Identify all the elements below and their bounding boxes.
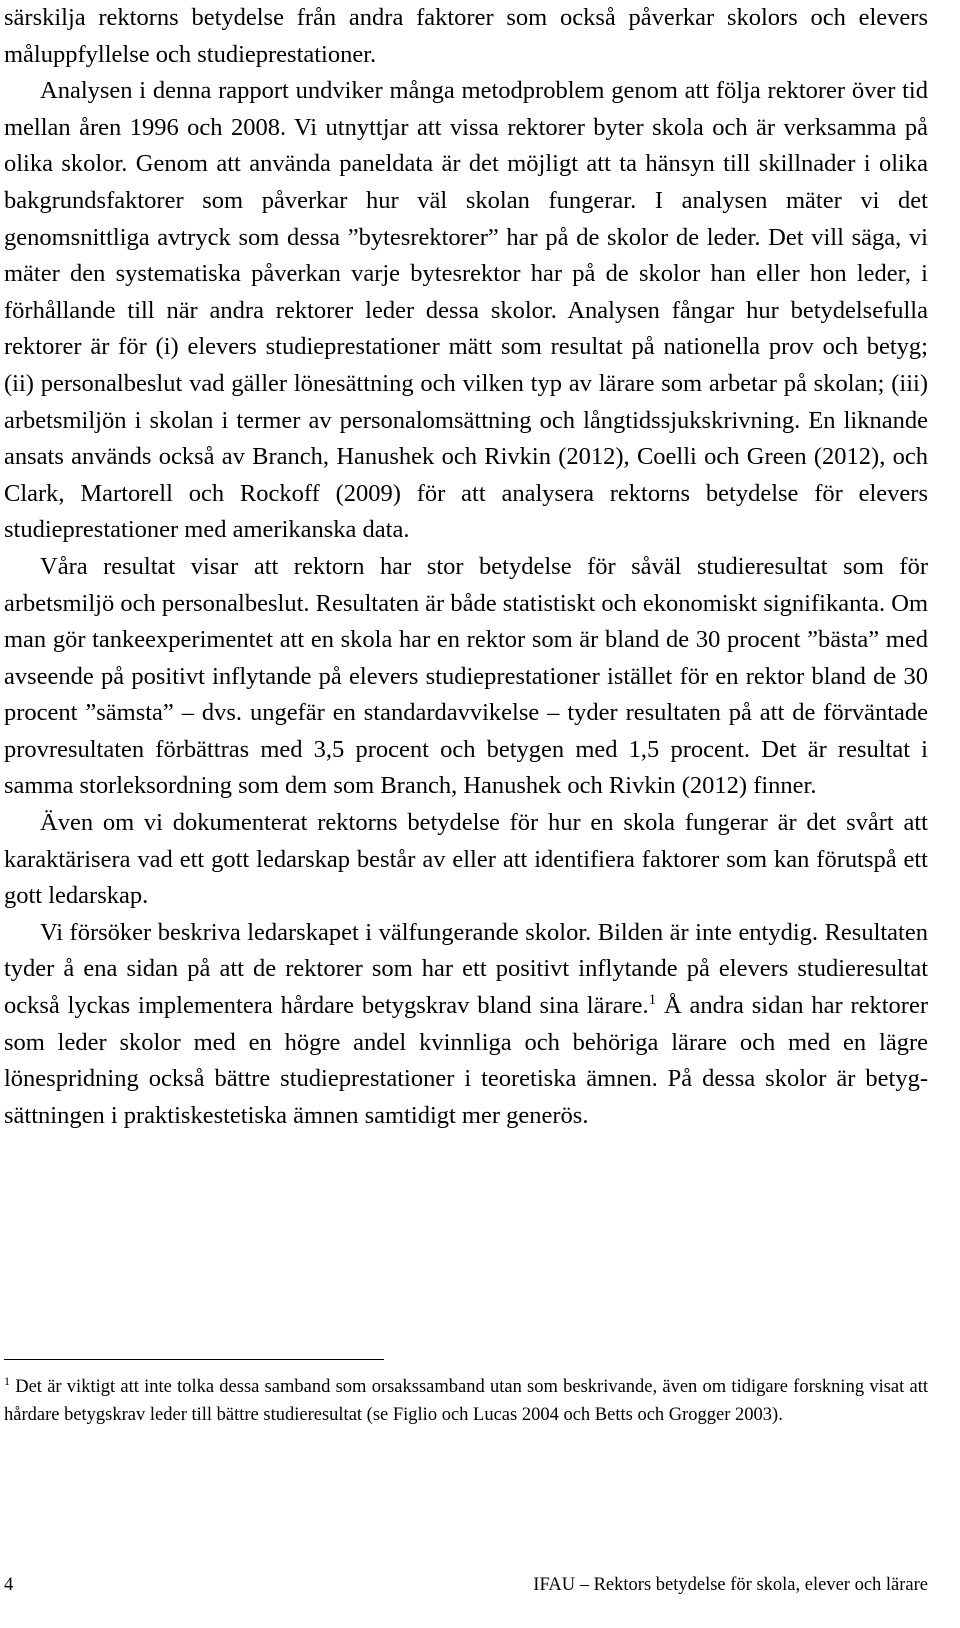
paragraph-text: Även om vi dokumenterat rektorns betydelse för hur en skola fungerar är det svårt att karaktärisera vad ett gott ledarskap består av eller att identifiera faktorer som kan förutspå ett gott ledarskap. — [4, 809, 928, 910]
body-paragraph — [4, 915, 928, 1135]
paragraph-text: Å andra sidan har rektorer som leder skolor med en högre andel kvinnliga och behöriga lärare och med en lägre lönespridning också bättre studieprestationer i teoretiska ämnen. På dessa skolor är betygsättningen i praktiskestetiska ämnen samtidigt mer generös. — [4, 992, 928, 1129]
paragraph-text: särskilja rektorns betydelse från andra faktorer som också påverkar skolors och elevers måluppfyllelse och studieprestationer. — [4, 4, 928, 68]
body-paragraph — [4, 73, 928, 549]
paragraph-text: Våra resultat visar att rektorn har stor betydelse för såväl studieresultat som för arbetsmiljö och personalbeslut. Resultaten är både statistiskt och ekonomiskt signifikanta. Om man gör tankeexperimentet att en skola har en rektor som är bland de 30 procent ”bästa” med avseende på positivt inflytande på elevers studieprestationer istället för en rektor bland de 30 procent ”sämsta” – dvs. ungefär en standardavvikelse – tyder resultaten på att de förväntade provresultaten förbättras med 3,5 procent och betygen med 1,5 procent. Det är resultat i samma storleksordning som dem som Branch, Hanushek och Rivkin (2012) finner. — [4, 552, 929, 800]
footnote-paragraph — [4, 1373, 928, 1429]
footnote-text: Det är viktigt att inte tolka dessa samband som orsakssamband utan som beskrivande, även om tidigare forskning visat att hårdare betygskrav leder till bättre studieresultat (se Figlio och Lucas 2004 och Betts och Grogger 2003). — [4, 1377, 928, 1425]
footnote-reference: 1 — [648, 991, 657, 1008]
page-number: 4 — [4, 1575, 14, 1595]
body-paragraph — [4, 549, 928, 805]
body-text — [4, 0, 928, 1134]
body-paragraph — [4, 805, 928, 915]
body-paragraph — [4, 0, 928, 73]
footnote — [4, 1373, 928, 1429]
footnote-marker: 1 — [4, 1373, 10, 1388]
running-title: IFAU – Rektors betydelse för skola, elever och lärare — [533, 1575, 928, 1595]
paragraph-text: Analysen i denna rapport undviker många metodproblem genom att följa rektorer över tid mellan åren 1996 och 2008. Vi utnyttjar att vissa rektorer byter skola och är verksamma på olika skolor. Genom att använda paneldata är det möjligt att ta hänsyn till skillnader i olika bakgrundsfaktorer som påverkar hur väl skolan fungerar. I analysen mäter vi det genomsnittliga avtryck som dessa ”bytesrektorer” har på de skolor de leder. Det vill säga, vi mäter den systematiska påverkan varje bytesrektor har på de skolor han eller hon leder, i förhållande till när andra rektorer leder dessa skolor. Analysen fångar hur betydelsefulla rektorer är för (i) elevers studieprestationer mätt som resultat på nationella prov och betyg; (ii) personalbeslut vad gäller lönesättning och vilken typ av lärare som arbetar på skolan; (iii) arbetsmiljön i skolan i termer av personalomsättning och långtidssjukskrivning. En liknande ansats används också av Branch, Hanushek och Rivkin (2012), Coelli och Green (2012), och Clark, Martorell och Rockoff (2009) för att analysera rektorns betydelse för elevers studieprestationer med amerikanska data. — [4, 77, 928, 544]
footnote-divider — [4, 1359, 384, 1360]
paragraph-text: Vi försöker beskriva ledarskapet i välfungerande skolor. Bilden är inte entydig. Resultaten tyder å ena sidan på att de rektorer som har ett positivt inflytande på elevers studieresultat också lyckas implementera hårdare betygskrav bland sina lärare. — [4, 918, 928, 1020]
